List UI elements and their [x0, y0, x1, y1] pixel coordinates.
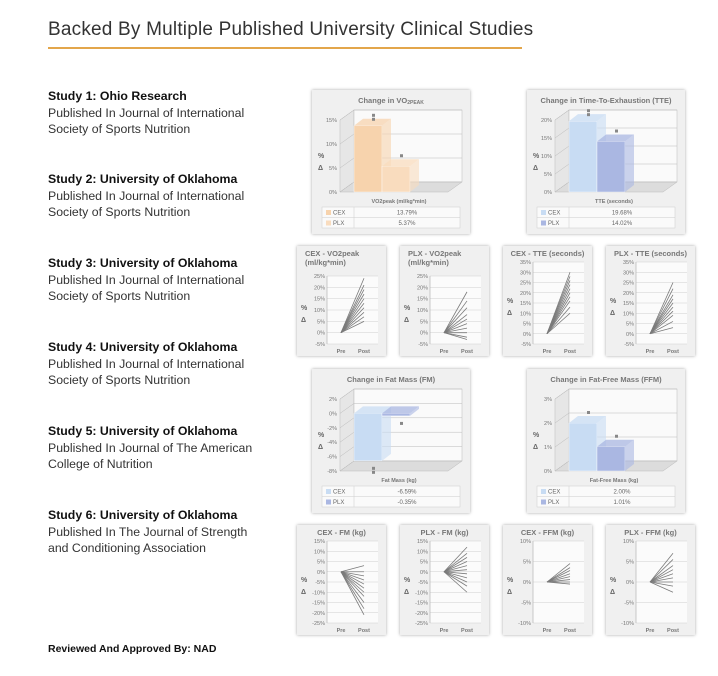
y-tick-label: -5% — [521, 342, 531, 348]
y-tick-label: -15% — [312, 600, 325, 607]
y-tick-label: 10% — [325, 142, 337, 148]
y-axis-label: Δ — [301, 589, 307, 596]
legend-label: CEX — [548, 489, 561, 496]
y-tick-label: 30% — [622, 270, 634, 277]
x-tick-label: Pre — [542, 349, 552, 355]
y-axis-label: Δ — [610, 589, 616, 596]
y-tick-label: -5% — [315, 580, 325, 586]
chart-subtitle: (ml/kg*min) — [408, 258, 449, 267]
y-tick-label: 20% — [622, 290, 634, 297]
x-tick-label: Pre — [645, 349, 655, 355]
y-tick-label: 10% — [540, 154, 552, 160]
chart-title: PLX - FM (kg) — [420, 528, 469, 537]
legend-value: 2.00% — [613, 489, 631, 496]
y-tick-label: 25% — [622, 280, 634, 287]
y-tick-label: -5% — [624, 600, 634, 607]
y-axis-label: % — [301, 577, 308, 584]
y-axis-label: % — [507, 577, 514, 584]
fat-free-mass-bar-chart — [527, 369, 685, 513]
cex-ffm-line-chart-svg — [503, 525, 592, 635]
y-axis-label: % — [318, 432, 325, 439]
y-tick-label: 0% — [523, 580, 531, 586]
y-tick-label: 10% — [313, 549, 325, 556]
y-tick-label: 10% — [519, 311, 531, 318]
legend-value: 13.79% — [396, 210, 418, 217]
cex-tte-line-chart-svg — [503, 246, 592, 356]
significance-marker — [372, 467, 375, 470]
y-tick-label: -8% — [327, 469, 337, 475]
y-tick-label: 35% — [622, 260, 634, 266]
tte-bar-chart — [527, 90, 685, 234]
legend-value: 5.37% — [398, 221, 416, 227]
y-tick-label: 5% — [523, 559, 531, 566]
cex-ffm-line-chart — [503, 525, 592, 635]
legend-label: PLX — [548, 500, 560, 506]
x-tick-label: Post — [461, 628, 473, 634]
y-tick-label: 10% — [622, 311, 634, 318]
heading-underline — [48, 47, 522, 49]
x-tick-label: Post — [461, 349, 473, 355]
y-tick-label: 30% — [519, 270, 531, 277]
y-tick-label: 0% — [626, 331, 634, 338]
legend-label: PLX — [333, 221, 345, 227]
y-tick-label: -5% — [418, 342, 428, 348]
x-axis-label: Fat-Free Mass (kg) — [589, 478, 639, 484]
study-journal-line1: Published In Journal of The American — [48, 440, 253, 455]
legend-swatch — [326, 221, 331, 226]
legend-label: CEX — [333, 489, 346, 496]
y-axis-label: % — [533, 432, 540, 439]
y-tick-label: 25% — [416, 274, 428, 280]
fat-free-mass-bar-chart-svg — [527, 369, 685, 513]
study-title: Study 1: Ohio Research — [48, 89, 187, 103]
y-tick-label: 15% — [519, 301, 531, 307]
y-tick-label: 35% — [519, 260, 531, 266]
bar-plx — [597, 440, 634, 471]
plx-vo2peak-line-chart — [400, 246, 489, 356]
legend-value: 19.68% — [611, 210, 633, 217]
y-axis-label: % — [404, 305, 411, 312]
y-tick-label: 10% — [519, 539, 531, 545]
study-title: Study 3: University of Oklahoma — [48, 256, 238, 270]
page-heading: Backed By Multiple Published University Clinical Studies — [48, 19, 534, 40]
cex-tte-line-chart — [503, 246, 592, 356]
x-tick-label: Post — [358, 349, 370, 355]
legend-label: CEX — [333, 210, 346, 217]
study-title: Study 4: University of Oklahoma — [48, 340, 238, 354]
study-3 — [48, 255, 244, 305]
study-journal-line2: College of Nutrition — [48, 457, 153, 471]
y-tick-label: 0% — [626, 580, 634, 586]
y-tick-label: 20% — [519, 290, 531, 297]
y-tick-label: 0% — [523, 331, 531, 338]
chart-subtitle: (ml/kg*min) — [305, 258, 346, 267]
side-wall — [340, 389, 354, 471]
y-tick-label: 5% — [329, 166, 337, 172]
y-axis-label: % — [533, 153, 540, 160]
y-tick-label: 15% — [540, 136, 552, 142]
legend-swatch — [326, 210, 331, 215]
plx-fm-line-chart — [400, 525, 489, 635]
y-axis-label: % — [301, 305, 308, 312]
plx-ffm-line-chart — [606, 525, 695, 635]
y-axis-label: Δ — [318, 165, 324, 172]
significance-marker — [372, 118, 375, 121]
study-title: Study 2: University of Oklahoma — [48, 172, 238, 186]
chart-title: PLX - VO2peak — [408, 249, 462, 258]
x-tick-label: Pre — [336, 349, 346, 355]
y-axis-label: Δ — [507, 310, 513, 317]
y-tick-label: 0% — [317, 569, 325, 576]
y-axis-label: Δ — [404, 589, 410, 596]
x-axis-label: Fat Mass (kg) — [381, 478, 417, 484]
y-tick-label: 20% — [540, 118, 552, 124]
chart-title: CEX - FFM (kg) — [520, 528, 575, 537]
study-journal-line1: Published In Journal of International — [48, 272, 245, 287]
y-axis-label: Δ — [404, 317, 410, 324]
legend-label: CEX — [548, 210, 561, 217]
y-tick-label: 0% — [544, 469, 552, 475]
legend-value: -0.35% — [397, 500, 417, 506]
y-tick-label: 0% — [329, 190, 337, 196]
y-tick-label: 10% — [416, 308, 428, 314]
x-tick-label: Pre — [336, 628, 346, 634]
study-2 — [48, 171, 244, 221]
tte-bar-chart-svg — [527, 90, 685, 234]
cex-fm-line-chart — [297, 525, 386, 635]
y-tick-label: -5% — [418, 580, 428, 586]
study-journal-line2: Society of Sports Nutrition — [48, 205, 191, 219]
y-axis-label: Δ — [301, 317, 307, 324]
legend-value: -6.59% — [397, 489, 417, 496]
y-tick-label: -6% — [327, 454, 337, 461]
y-tick-label: 15% — [313, 296, 325, 303]
x-tick-label: Post — [667, 349, 679, 355]
y-tick-label: 5% — [626, 559, 634, 566]
y-tick-label: 2% — [544, 421, 552, 427]
significance-marker — [587, 113, 590, 116]
chart-title: CEX - FM (kg) — [317, 528, 366, 537]
fat-mass-bar-chart-svg — [312, 369, 470, 513]
y-tick-label: 0% — [329, 411, 337, 418]
cex-fm-line-chart-svg — [297, 525, 386, 635]
y-tick-label: 5% — [544, 172, 552, 178]
study-title: Study 5: University of Oklahoma — [48, 424, 238, 438]
study-title: Study 6: University of Oklahoma — [48, 508, 238, 522]
chart-title: Change in Fat-Free Mass (FFM) — [550, 375, 662, 384]
study-journal-line2: Society of Sports Nutrition — [48, 289, 191, 303]
y-tick-label: -10% — [621, 621, 634, 627]
chart-title: Change in VO2PEAK — [358, 96, 424, 106]
plx-fm-line-chart-svg — [400, 525, 489, 635]
y-axis-label: Δ — [507, 589, 513, 596]
y-tick-label: 0% — [317, 330, 325, 337]
y-tick-label: 0% — [544, 190, 552, 196]
x-tick-label: Pre — [439, 349, 449, 355]
y-axis-label: Δ — [610, 310, 616, 317]
y-tick-label: 10% — [622, 539, 634, 545]
side-wall — [555, 389, 569, 471]
x-axis-label: TTE (seconds) — [595, 199, 633, 205]
y-tick-label: -20% — [415, 610, 428, 617]
chart-title: PLX - FFM (kg) — [624, 528, 677, 537]
x-tick-label: Post — [564, 349, 576, 355]
significance-marker — [400, 154, 403, 157]
y-tick-label: 10% — [313, 308, 325, 314]
fat-mass-bar-chart — [312, 369, 470, 513]
legend-swatch — [326, 500, 331, 505]
y-axis-label: Δ — [533, 165, 539, 172]
chart-title: CEX - TTE (seconds) — [510, 249, 585, 258]
y-tick-label: 5% — [420, 559, 428, 566]
y-axis-label: Δ — [533, 444, 539, 451]
vo2peak-bar-chart-svg — [312, 90, 470, 234]
x-tick-label: Post — [358, 628, 370, 634]
y-axis-label: % — [610, 298, 617, 305]
y-tick-label: -10% — [518, 621, 531, 627]
y-tick-label: 0% — [420, 330, 428, 337]
y-tick-label: -10% — [415, 590, 428, 597]
significance-marker — [587, 109, 590, 112]
plx-tte-line-chart-svg — [606, 246, 695, 356]
footer-approval: Reviewed And Approved By: NAD — [48, 643, 217, 655]
legend-swatch — [541, 500, 546, 505]
x-tick-label: Pre — [645, 628, 655, 634]
significance-marker — [615, 130, 618, 133]
y-tick-label: 1% — [544, 445, 552, 451]
y-tick-label: 0% — [420, 569, 428, 576]
y-tick-label: 15% — [325, 118, 337, 124]
legend-value: 1.01% — [613, 500, 631, 506]
y-tick-label: -2% — [327, 425, 337, 432]
study-journal-line1: Published In Journal of International — [48, 188, 245, 203]
study-6 — [48, 507, 247, 557]
chart-title: CEX - VO2peak — [305, 249, 360, 258]
y-tick-label: 15% — [622, 301, 634, 307]
study-journal-line1: Published In The Journal of Strength — [48, 524, 248, 539]
y-tick-label: 5% — [420, 319, 428, 326]
y-axis-label: % — [610, 577, 617, 584]
side-wall — [340, 110, 354, 192]
plx-tte-line-chart — [606, 246, 695, 356]
study-journal-line1: Published In Journal of International — [48, 105, 245, 120]
y-tick-label: -20% — [312, 610, 325, 617]
legend-swatch — [326, 489, 331, 494]
y-tick-label: 5% — [626, 321, 634, 328]
significance-marker — [372, 114, 375, 117]
y-axis-label: % — [404, 577, 411, 584]
cex-vo2peak-line-chart — [297, 246, 386, 356]
bar-plx — [597, 135, 634, 192]
y-tick-label: 5% — [317, 559, 325, 566]
cex-vo2peak-line-chart-svg — [297, 246, 386, 356]
study-4 — [48, 339, 244, 389]
y-tick-label: 15% — [313, 539, 325, 545]
y-tick-label: 15% — [416, 539, 428, 545]
x-axis-label: VO2peak (ml/kg*min) — [371, 199, 427, 205]
y-axis-label: % — [507, 298, 514, 305]
x-tick-label: Post — [564, 628, 576, 634]
y-axis-label: Δ — [318, 444, 324, 451]
significance-marker — [372, 471, 375, 474]
y-tick-label: -10% — [312, 590, 325, 597]
study-1 — [48, 88, 244, 138]
chart-title: PLX - TTE (seconds) — [614, 249, 687, 258]
vo2peak-bar-chart — [312, 90, 470, 234]
chart-title: Change in Time-To-Exhaustion (TTE) — [540, 96, 672, 105]
y-tick-label: -4% — [327, 440, 337, 447]
significance-marker — [400, 422, 403, 425]
y-tick-label: -15% — [415, 600, 428, 607]
y-tick-label: 2% — [329, 397, 337, 403]
plx-ffm-line-chart-svg — [606, 525, 695, 635]
x-tick-label: Pre — [439, 628, 449, 634]
y-tick-label: -5% — [521, 600, 531, 607]
legend-swatch — [541, 210, 546, 215]
y-tick-label: -5% — [315, 342, 325, 348]
legend-label: PLX — [548, 221, 560, 227]
study-journal-line2: and Conditioning Association — [48, 541, 206, 555]
floor — [340, 461, 462, 471]
y-tick-label: 15% — [416, 296, 428, 303]
y-tick-label: 5% — [317, 319, 325, 326]
y-tick-label: 20% — [416, 285, 428, 292]
legend-swatch — [541, 221, 546, 226]
legend-swatch — [541, 489, 546, 494]
study-journal-line1: Published In Journal of International — [48, 356, 245, 371]
bar-plx — [382, 159, 419, 192]
y-tick-label: 20% — [313, 285, 325, 292]
study-journal-line2: Society of Sports Nutrition — [48, 122, 191, 136]
y-axis-label: % — [318, 153, 325, 160]
y-tick-label: 25% — [313, 274, 325, 280]
chart-title: Change in Fat Mass (FM) — [346, 375, 436, 384]
y-tick-label: 3% — [544, 397, 552, 403]
y-tick-label: -25% — [312, 621, 325, 627]
significance-marker — [615, 435, 618, 438]
x-tick-label: Pre — [542, 628, 552, 634]
y-tick-label: -5% — [624, 342, 634, 348]
study-journal-line2: Society of Sports Nutrition — [48, 373, 191, 387]
legend-value: 14.02% — [611, 221, 633, 227]
significance-marker — [587, 411, 590, 414]
x-tick-label: Post — [667, 628, 679, 634]
plx-vo2peak-line-chart-svg — [400, 246, 489, 356]
study-5 — [48, 423, 252, 473]
y-tick-label: 25% — [519, 280, 531, 287]
y-tick-label: 10% — [416, 549, 428, 556]
y-tick-label: -25% — [415, 621, 428, 627]
legend-label: PLX — [333, 500, 345, 506]
y-tick-label: 5% — [523, 321, 531, 328]
